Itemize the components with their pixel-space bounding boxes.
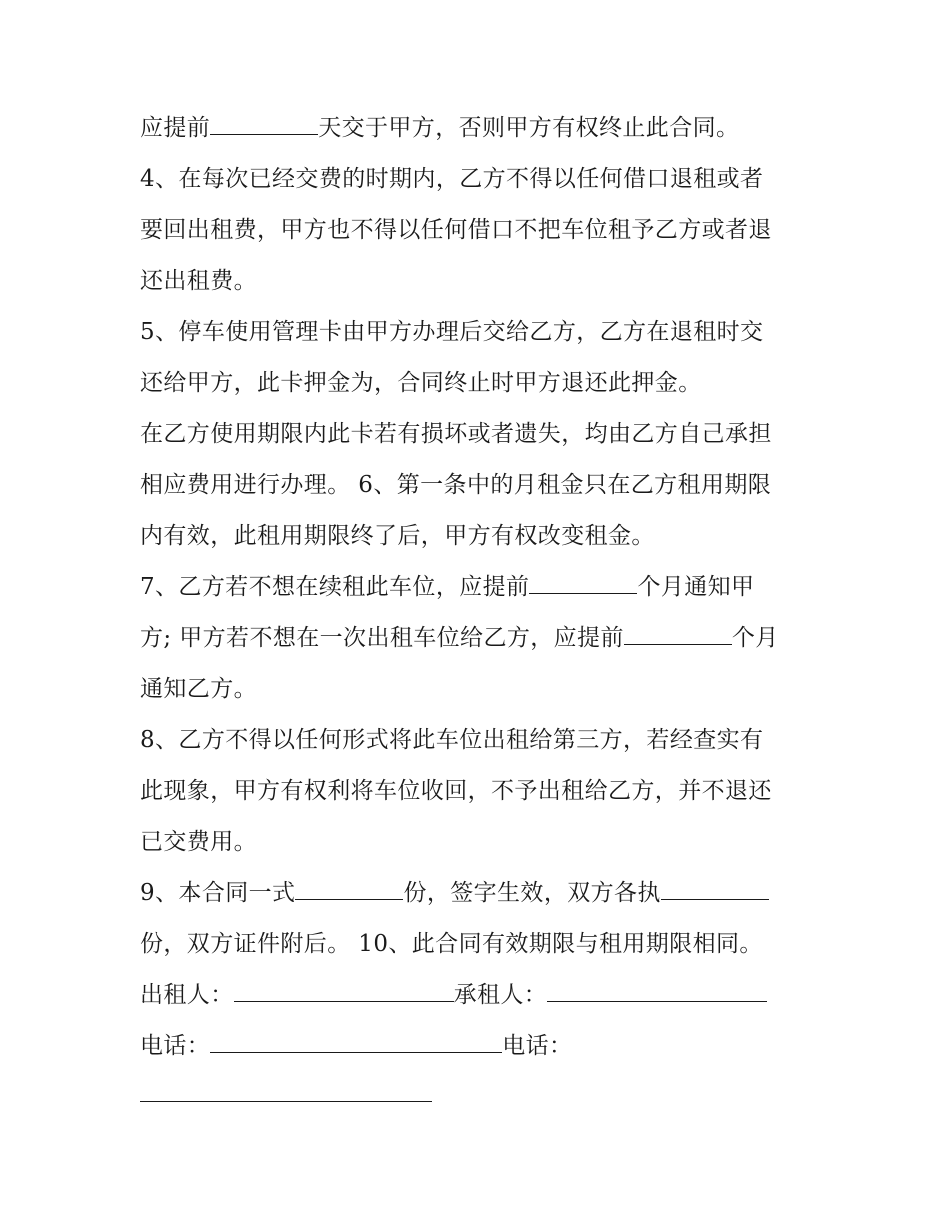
clause-6-line: 相应费用进行办理。 6、第一条中的月租金只在乙方租用期限 [140, 472, 772, 498]
text-segment: 方; 甲方若不想在一次出租车位给乙方，应提前 [140, 625, 624, 651]
lessee-signature-blank[interactable] [547, 981, 767, 1002]
text-segment: 份，签字生效，双方各执 [403, 880, 661, 906]
fill-blank-copies-each[interactable] [661, 879, 769, 900]
clause-8-line: 8、乙方不得以任何形式将此车位出租给第三方，若经查实有 [140, 727, 764, 753]
clause-7-line [140, 572, 754, 602]
text-segment: 应提前 [140, 115, 211, 141]
clause-5-line: 还给甲方，此卡押金为，合同终止时甲方退还此押金。 [140, 370, 702, 396]
signature-line [140, 980, 767, 1010]
clause-6-line: 内有效，此租用期限终了后，甲方有权改变租金。 [140, 523, 655, 549]
phone-line [140, 1031, 572, 1061]
text-segment: 天交于甲方，否则甲方有权终止此合同。 [318, 115, 740, 141]
lessor-phone-label: 电话： [140, 1033, 211, 1059]
lessee-phone-blank[interactable] [140, 1081, 432, 1102]
text-segment: 个月通知甲 [637, 574, 755, 600]
text-segment: 个月 [731, 625, 779, 651]
fill-blank-months-tenant[interactable] [529, 573, 637, 594]
lessor-phone-blank[interactable] [210, 1032, 502, 1053]
fill-blank-months-landlord[interactable] [624, 624, 732, 645]
text-segment: 7、乙方若不想在续租此车位，应提前 [140, 574, 530, 600]
phone-continuation-line [140, 1080, 432, 1110]
clause-7-line: 通知乙方。 [140, 676, 257, 702]
clause-4-line: 4、在每次已经交费的时期内，乙方不得以任何借口退租或者 [140, 166, 764, 192]
clause-8-line: 已交费用。 [140, 829, 257, 855]
clause-10-line: 份，双方证件附后。 10、此合同有效期限与租用期限相同。 [140, 931, 763, 957]
paragraph-line [140, 113, 739, 143]
lessor-signature-blank[interactable] [234, 981, 454, 1002]
clause-9-line [140, 878, 769, 908]
clause-5-line: 5、停车使用管理卡由甲方办理后交给乙方，乙方在退租时交 [140, 319, 764, 345]
clause-8-line: 此现象，甲方有权利将车位收回，不予出租给乙方，并不退还 [140, 778, 772, 804]
lessee-label: 承租人： [453, 982, 548, 1008]
text-segment: 9、本合同一式 [140, 880, 296, 906]
clause-4-line: 要回出租费，甲方也不得以任何借口不把车位租予乙方或者退 [140, 217, 772, 243]
lessor-label: 出租人： [140, 982, 234, 1008]
fill-blank-days[interactable] [210, 114, 318, 135]
clause-7-line [140, 623, 779, 653]
lessee-phone-label: 电话： [502, 1033, 573, 1059]
clause-4-line: 还出租费。 [140, 268, 257, 294]
clause-5-line: 在乙方使用期限内此卡若有损坏或者遗失，均由乙方自己承担 [140, 421, 772, 447]
fill-blank-copies[interactable] [295, 879, 403, 900]
